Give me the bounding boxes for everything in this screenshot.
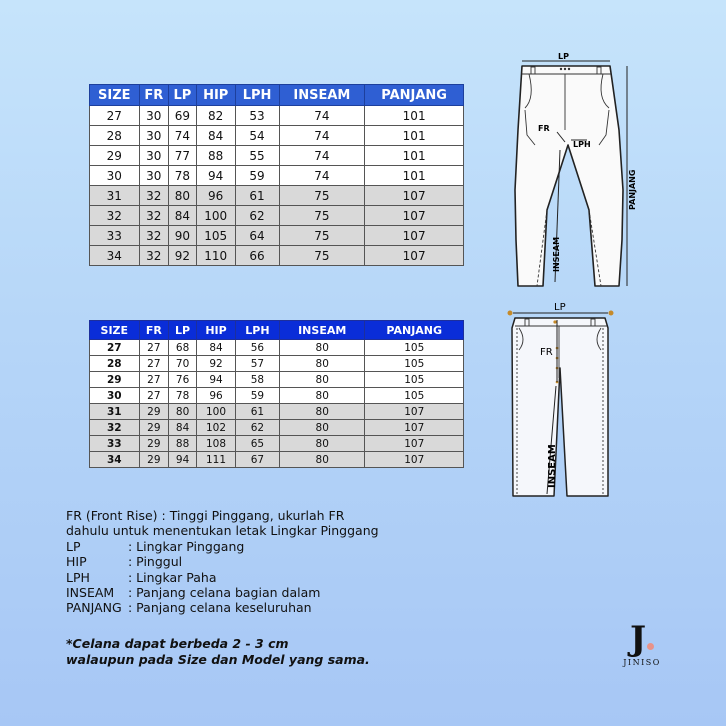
cell-hip: 96 bbox=[197, 388, 236, 404]
cell-inseam: 75 bbox=[279, 226, 365, 246]
cell-fr: 32 bbox=[139, 246, 168, 266]
cell-inseam: 80 bbox=[279, 372, 365, 388]
cell-hip: 110 bbox=[196, 246, 235, 266]
legend-desc: : Panjang celana bagian dalam bbox=[128, 585, 321, 601]
cell-hip: 100 bbox=[197, 404, 236, 420]
cell-size: 30 bbox=[90, 166, 140, 186]
header-lph: LPH bbox=[235, 85, 279, 106]
cell-fr: 30 bbox=[139, 126, 168, 146]
cell-panjang: 101 bbox=[365, 106, 464, 126]
cell-size: 34 bbox=[90, 246, 140, 266]
header-hip: HIP bbox=[197, 321, 236, 340]
table-header-row bbox=[90, 321, 464, 340]
cell-fr: 27 bbox=[139, 372, 169, 388]
cell-lp: 88 bbox=[169, 436, 197, 452]
cell-lph: 53 bbox=[235, 106, 279, 126]
cell-fr: 32 bbox=[139, 186, 168, 206]
cell-fr: 27 bbox=[139, 388, 169, 404]
legend-fr-line-1: FR (Front Rise) : Tinggi Pinggang, ukurlah FR bbox=[66, 508, 345, 523]
table-row bbox=[90, 420, 464, 436]
table-row bbox=[90, 146, 464, 166]
logo-name: JINISO bbox=[623, 658, 661, 667]
cell-fr: 30 bbox=[139, 166, 168, 186]
legend-item bbox=[66, 585, 379, 600]
cell-inseam: 80 bbox=[279, 436, 365, 452]
cell-inseam: 80 bbox=[279, 388, 365, 404]
cell-lp: 69 bbox=[168, 106, 196, 126]
note-line-2: walaupun pada Size dan Model yang sama. bbox=[66, 652, 370, 667]
table-row bbox=[90, 372, 464, 388]
cell-size: 28 bbox=[90, 356, 140, 372]
cell-lp: 80 bbox=[168, 186, 196, 206]
cell-inseam: 75 bbox=[279, 206, 365, 226]
cell-panjang: 107 bbox=[365, 206, 464, 226]
cell-panjang: 107 bbox=[365, 420, 464, 436]
cell-lph: 57 bbox=[235, 356, 279, 372]
jiniso-logo bbox=[612, 619, 672, 667]
cell-fr: 29 bbox=[139, 404, 169, 420]
cell-lph: 55 bbox=[235, 146, 279, 166]
cell-fr: 29 bbox=[139, 452, 169, 468]
cell-fr: 29 bbox=[139, 420, 169, 436]
table-row bbox=[90, 126, 464, 146]
cell-lp: 74 bbox=[168, 126, 196, 146]
legend-item bbox=[66, 600, 379, 615]
cell-inseam: 75 bbox=[279, 186, 365, 206]
cell-fr: 30 bbox=[139, 146, 168, 166]
header-panjang: PANJANG bbox=[365, 85, 464, 106]
legend-desc: : Lingkar Pinggang bbox=[128, 538, 245, 554]
cell-lp: 78 bbox=[168, 166, 196, 186]
cell-lph: 64 bbox=[235, 226, 279, 246]
table-row bbox=[90, 388, 464, 404]
cell-hip: 100 bbox=[196, 206, 235, 226]
cell-panjang: 107 bbox=[365, 404, 464, 420]
logo-dot bbox=[647, 643, 654, 650]
table-row bbox=[90, 226, 464, 246]
diagram1-inseam-label: INSEAM bbox=[552, 236, 561, 272]
cell-lph: 65 bbox=[235, 436, 279, 452]
cell-lp: 68 bbox=[169, 340, 197, 356]
cell-fr: 32 bbox=[139, 206, 168, 226]
logo-mark: J bbox=[612, 622, 672, 656]
cell-fr: 29 bbox=[139, 436, 169, 452]
header-inseam: INSEAM bbox=[279, 321, 365, 340]
legend-key: LPH bbox=[66, 569, 90, 585]
legend-key: LP bbox=[66, 538, 81, 554]
cell-hip: 105 bbox=[196, 226, 235, 246]
note-line-1: *Celana dapat berbeda 2 - 3 cm bbox=[66, 636, 289, 651]
cell-hip: 108 bbox=[197, 436, 236, 452]
cell-hip: 82 bbox=[196, 106, 235, 126]
cell-lph: 59 bbox=[235, 166, 279, 186]
cell-size: 29 bbox=[90, 146, 140, 166]
legend-desc: : Pinggul bbox=[128, 554, 183, 570]
header-lp: LP bbox=[168, 85, 196, 106]
cell-hip: 96 bbox=[196, 186, 235, 206]
cell-inseam: 80 bbox=[279, 404, 365, 420]
legend-desc: : Panjang celana keseluruhan bbox=[128, 600, 312, 616]
cell-panjang: 107 bbox=[365, 186, 464, 206]
cell-lp: 84 bbox=[168, 206, 196, 226]
table-row bbox=[90, 186, 464, 206]
diagram1-fr-label: FR bbox=[538, 124, 550, 133]
diagram1-lph-label: LPH bbox=[573, 140, 591, 149]
cell-size: 28 bbox=[90, 126, 140, 146]
cell-panjang: 105 bbox=[365, 356, 464, 372]
table-row bbox=[90, 166, 464, 186]
cell-fr: 27 bbox=[139, 340, 169, 356]
legend-item bbox=[66, 554, 379, 569]
cell-size: 27 bbox=[90, 340, 140, 356]
diagram2-lp-label: LP bbox=[554, 302, 566, 313]
cell-panjang: 101 bbox=[365, 166, 464, 186]
cell-lp: 92 bbox=[168, 246, 196, 266]
header-panjang: PANJANG bbox=[365, 321, 464, 340]
table-header-row bbox=[90, 85, 464, 106]
cell-lp: 90 bbox=[168, 226, 196, 246]
cell-lph: 62 bbox=[235, 206, 279, 226]
cell-lph: 59 bbox=[235, 388, 279, 404]
table-row bbox=[90, 340, 464, 356]
cell-lph: 61 bbox=[235, 404, 279, 420]
table-row bbox=[90, 206, 464, 226]
legend-key: PANJANG bbox=[66, 600, 122, 616]
cell-hip: 94 bbox=[197, 372, 236, 388]
cell-fr: 32 bbox=[139, 226, 168, 246]
cell-lp: 78 bbox=[169, 388, 197, 404]
cell-panjang: 105 bbox=[365, 372, 464, 388]
cell-panjang: 105 bbox=[365, 388, 464, 404]
size-table-1 bbox=[89, 84, 464, 266]
measurement-legend bbox=[66, 508, 379, 616]
cell-lph: 56 bbox=[235, 340, 279, 356]
header-inseam: INSEAM bbox=[279, 85, 365, 106]
header-fr: FR bbox=[139, 85, 168, 106]
cell-inseam: 74 bbox=[279, 146, 365, 166]
cell-lph: 61 bbox=[235, 186, 279, 206]
cell-inseam: 80 bbox=[279, 356, 365, 372]
cell-lph: 62 bbox=[235, 420, 279, 436]
table-row bbox=[90, 404, 464, 420]
legend-item bbox=[66, 539, 379, 554]
cell-hip: 94 bbox=[196, 166, 235, 186]
cell-hip: 88 bbox=[196, 146, 235, 166]
cell-size: 32 bbox=[90, 206, 140, 226]
legend-key: HIP bbox=[66, 554, 87, 570]
header-lp: LP bbox=[169, 321, 197, 340]
cell-size: 33 bbox=[90, 226, 140, 246]
cell-lp: 76 bbox=[169, 372, 197, 388]
cell-inseam: 80 bbox=[279, 452, 365, 468]
cell-hip: 111 bbox=[197, 452, 236, 468]
cell-hip: 102 bbox=[197, 420, 236, 436]
size-disclaimer-note bbox=[66, 636, 370, 668]
cell-size: 30 bbox=[90, 388, 140, 404]
cell-size: 34 bbox=[90, 452, 140, 468]
pants-diagram-regular bbox=[505, 298, 625, 498]
table-row bbox=[90, 452, 464, 468]
cell-inseam: 74 bbox=[279, 166, 365, 186]
cell-size: 27 bbox=[90, 106, 140, 126]
cell-lp: 94 bbox=[169, 452, 197, 468]
header-size: SIZE bbox=[90, 85, 140, 106]
cell-lp: 70 bbox=[169, 356, 197, 372]
cell-lph: 54 bbox=[235, 126, 279, 146]
header-size: SIZE bbox=[90, 321, 140, 340]
diagram2-fr-label: FR bbox=[540, 347, 553, 358]
header-hip: HIP bbox=[196, 85, 235, 106]
table-row bbox=[90, 436, 464, 452]
legend-key: INSEAM bbox=[66, 585, 115, 601]
cell-size: 33 bbox=[90, 436, 140, 452]
cell-panjang: 107 bbox=[365, 436, 464, 452]
cell-size: 31 bbox=[90, 404, 140, 420]
cell-panjang: 107 bbox=[365, 226, 464, 246]
cell-lph: 66 bbox=[235, 246, 279, 266]
cell-inseam: 80 bbox=[279, 420, 365, 436]
cell-panjang: 107 bbox=[365, 246, 464, 266]
cell-panjang: 101 bbox=[365, 126, 464, 146]
cell-size: 29 bbox=[90, 372, 140, 388]
size-table-2 bbox=[89, 320, 464, 468]
cell-lph: 58 bbox=[235, 372, 279, 388]
cell-hip: 92 bbox=[197, 356, 236, 372]
cell-hip: 84 bbox=[196, 126, 235, 146]
cell-inseam: 80 bbox=[279, 340, 365, 356]
table-row bbox=[90, 106, 464, 126]
cell-size: 32 bbox=[90, 420, 140, 436]
cell-fr: 30 bbox=[139, 106, 168, 126]
cell-hip: 84 bbox=[197, 340, 236, 356]
header-lph: LPH bbox=[235, 321, 279, 340]
cell-size: 31 bbox=[90, 186, 140, 206]
cell-inseam: 75 bbox=[279, 246, 365, 266]
diagram1-lp-label: LP bbox=[558, 52, 569, 61]
cell-lp: 84 bbox=[169, 420, 197, 436]
cell-lp: 77 bbox=[168, 146, 196, 166]
legend-fr-line-2: dahulu untuk menentukan letak Lingkar Pinggang bbox=[66, 523, 379, 539]
cell-lp: 80 bbox=[169, 404, 197, 420]
cell-inseam: 74 bbox=[279, 126, 365, 146]
cell-fr: 27 bbox=[139, 356, 169, 372]
pants-diagram-slim bbox=[505, 50, 635, 300]
cell-inseam: 74 bbox=[279, 106, 365, 126]
table-row bbox=[90, 356, 464, 372]
table-row bbox=[90, 246, 464, 266]
cell-lph: 67 bbox=[235, 452, 279, 468]
legend-item bbox=[66, 570, 379, 585]
cell-panjang: 101 bbox=[365, 146, 464, 166]
diagram2-inseam-label: INSEAM bbox=[547, 444, 558, 488]
header-fr: FR bbox=[139, 321, 169, 340]
cell-panjang: 105 bbox=[365, 340, 464, 356]
cell-panjang: 107 bbox=[365, 452, 464, 468]
diagram1-panjang-label: PANJANG bbox=[628, 169, 637, 210]
legend-desc: : Lingkar Paha bbox=[128, 569, 217, 585]
